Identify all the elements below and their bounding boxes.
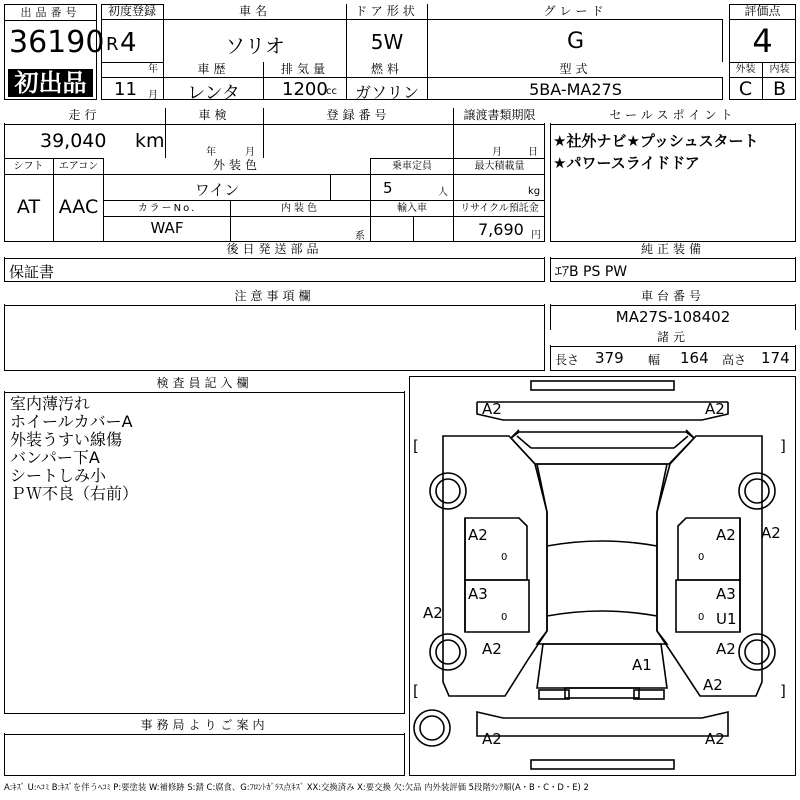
- damage-mark: A3: [716, 585, 736, 603]
- exterior-label: 外装: [735, 64, 756, 75]
- interior-score: B: [772, 78, 787, 100]
- inspection-label: 車検: [166, 108, 263, 123]
- genuine-equipment-label: 純正装備: [550, 242, 796, 257]
- inspector-notes-list: [10, 395, 138, 503]
- grade-label: グレード: [428, 4, 723, 19]
- zero-mark: 0: [698, 612, 705, 623]
- chassis-number: MA27S-108402: [615, 308, 731, 326]
- bracket-left-top: [: [413, 437, 419, 455]
- score-label: 評価点: [744, 4, 781, 18]
- inspector-note: シートしみ小: [10, 466, 107, 485]
- damage-mark: A2: [703, 676, 723, 694]
- damage-mark: A2: [705, 400, 725, 418]
- inspector-note: ホイールカバーA: [10, 412, 133, 431]
- inspector-note: バンパー下A: [10, 448, 100, 467]
- door-type-label: ドア形状: [347, 4, 427, 19]
- damage-mark: U1: [716, 610, 737, 628]
- displacement-label: 排気量: [264, 62, 346, 77]
- door-type: 5W: [370, 30, 404, 54]
- inspector-notes-label: 検査員記入欄: [4, 376, 405, 391]
- color-no-label: カラーNo.: [137, 203, 197, 214]
- plate-label: 登録番号: [264, 108, 453, 123]
- office-notice-label: 事務局よりご案内: [4, 718, 405, 733]
- recycle-fee-unit: 円: [531, 230, 541, 241]
- sales-point-box: [550, 108, 796, 242]
- ac-label: エアコン: [58, 161, 99, 172]
- sales-point-line-1: ★社外ナビ★プッシュスタート: [553, 132, 759, 150]
- legend-footer: A:ｷｽﾞ U:ﾍｺﾐ B:ｷｽﾞを伴うﾍｺﾐ P:要塗装 W:補修跡 S:錆 C:腐食、G:ﾌﾛﾝﾄｶﾞﾗｽ点ｷｽﾞ XX:交換済み X:要交換 欠:欠品 内外装評価 5段階ﾗﾝｸ順(A・B・C・D・E) 2: [4, 782, 589, 792]
- reg-year: 4: [120, 28, 137, 58]
- damage-mark: A2: [482, 400, 502, 418]
- model-label: 型式: [428, 62, 723, 77]
- lot-label: 出品番号: [5, 5, 96, 21]
- damage-mark: A2: [482, 730, 502, 748]
- displacement: 1200: [282, 79, 328, 100]
- fuel-label: 燃料: [347, 62, 427, 77]
- sales-point-line-2: ★パワースライドドア: [553, 154, 700, 172]
- mileage-label: 走行: [4, 108, 165, 123]
- damage-mark: A2: [716, 640, 736, 658]
- shift: AT: [16, 196, 41, 218]
- length-label: 長さ: [555, 353, 580, 367]
- bracket-left-bottom: [: [413, 682, 419, 700]
- zero-mark: 0: [698, 552, 705, 563]
- specs-label: 諸元: [550, 330, 796, 345]
- color-number: WAF: [150, 219, 184, 237]
- shift-label: シフト: [13, 161, 44, 172]
- notes-label: 注意事項欄: [4, 289, 545, 304]
- inspection-year-unit: 年: [206, 147, 216, 158]
- transfer-deadline-label: 譲渡書類期限: [454, 108, 545, 123]
- capacity-unit: 人: [438, 187, 448, 198]
- interior-label: 内装: [769, 64, 790, 75]
- vehicle-history: レンタ: [187, 83, 240, 104]
- transfer-month-unit: 月: [492, 147, 502, 158]
- zero-mark: 0: [501, 612, 508, 623]
- details-box: [4, 108, 545, 242]
- car-body-diagram: [409, 376, 796, 776]
- interior-color-unit: 系: [355, 231, 365, 242]
- bracket-right-bottom: ]: [780, 682, 786, 700]
- reg-month: 11: [114, 79, 137, 100]
- displacement-unit: cc: [326, 86, 337, 97]
- later-parts-label: 後日発送部品: [4, 242, 545, 257]
- later-parts-value: 保証書: [9, 263, 55, 281]
- max-load-unit: kg: [528, 186, 541, 197]
- recycle-fee-label: リサイクル預託金: [460, 203, 539, 214]
- import-label: 輸入車: [397, 203, 427, 214]
- damage-mark: A2: [716, 526, 736, 544]
- exterior-color-label: 外装色: [104, 158, 370, 173]
- year-unit: 年: [148, 64, 158, 75]
- capacity: 5: [383, 179, 393, 197]
- overall-score: 4: [752, 22, 773, 60]
- inspector-note: ＰＷ不良（右前）: [10, 484, 139, 503]
- bracket-right-top: ]: [780, 437, 786, 455]
- recycle-fee: 7,690: [478, 220, 524, 239]
- fuel: ガソリン: [354, 83, 419, 102]
- height-label: 高さ: [722, 353, 747, 367]
- exterior-color: ワイン: [194, 181, 240, 199]
- inspection-month-unit: 月: [245, 147, 255, 158]
- genuine-equipment-value: ｴｱB PS PW: [555, 264, 628, 280]
- zero-mark: 0: [501, 552, 508, 563]
- height: 174: [761, 349, 790, 367]
- lot-number: 36190: [9, 25, 105, 60]
- transfer-day-unit: 日: [528, 147, 538, 158]
- damage-mark: A2: [468, 526, 488, 544]
- damage-mark: A3: [468, 585, 488, 603]
- mileage: 39,040: [40, 130, 107, 152]
- inspector-note: 外装うすい線傷: [10, 430, 123, 449]
- first-listing-badge: 初出品: [8, 69, 93, 97]
- capacity-label: 乗車定員: [392, 161, 432, 172]
- damage-mark: A2: [705, 730, 725, 748]
- damage-mark: A2: [482, 640, 502, 658]
- month-unit: 月: [148, 90, 158, 101]
- air-conditioner: AAC: [58, 196, 99, 218]
- car-name: ソリオ: [225, 34, 285, 58]
- history-label: 車歴: [164, 62, 263, 77]
- max-load-label: 最大積載量: [474, 161, 525, 172]
- length: 379: [595, 349, 624, 367]
- width: 164: [680, 349, 709, 367]
- model-code: 5BA-MA27S: [529, 80, 622, 99]
- grade: G: [566, 29, 585, 54]
- lot-box: [4, 4, 105, 100]
- reg-era: R: [106, 34, 119, 55]
- chassis-number-label: 車台番号: [550, 289, 796, 304]
- mileage-unit: km: [135, 130, 165, 152]
- width-label: 幅: [648, 353, 661, 367]
- inspector-note: 室内薄汚れ: [10, 394, 91, 413]
- first-reg-label: 初度登録: [107, 4, 156, 18]
- interior-color-label: 内装色: [281, 203, 320, 214]
- damage-mark: A2: [423, 604, 443, 622]
- car-name-label: 車名: [164, 4, 346, 19]
- damage-mark: A2: [761, 524, 781, 542]
- sales-point-label: セールスポイント: [550, 108, 796, 123]
- exterior-score: C: [738, 78, 753, 100]
- damage-mark: A1: [632, 656, 652, 674]
